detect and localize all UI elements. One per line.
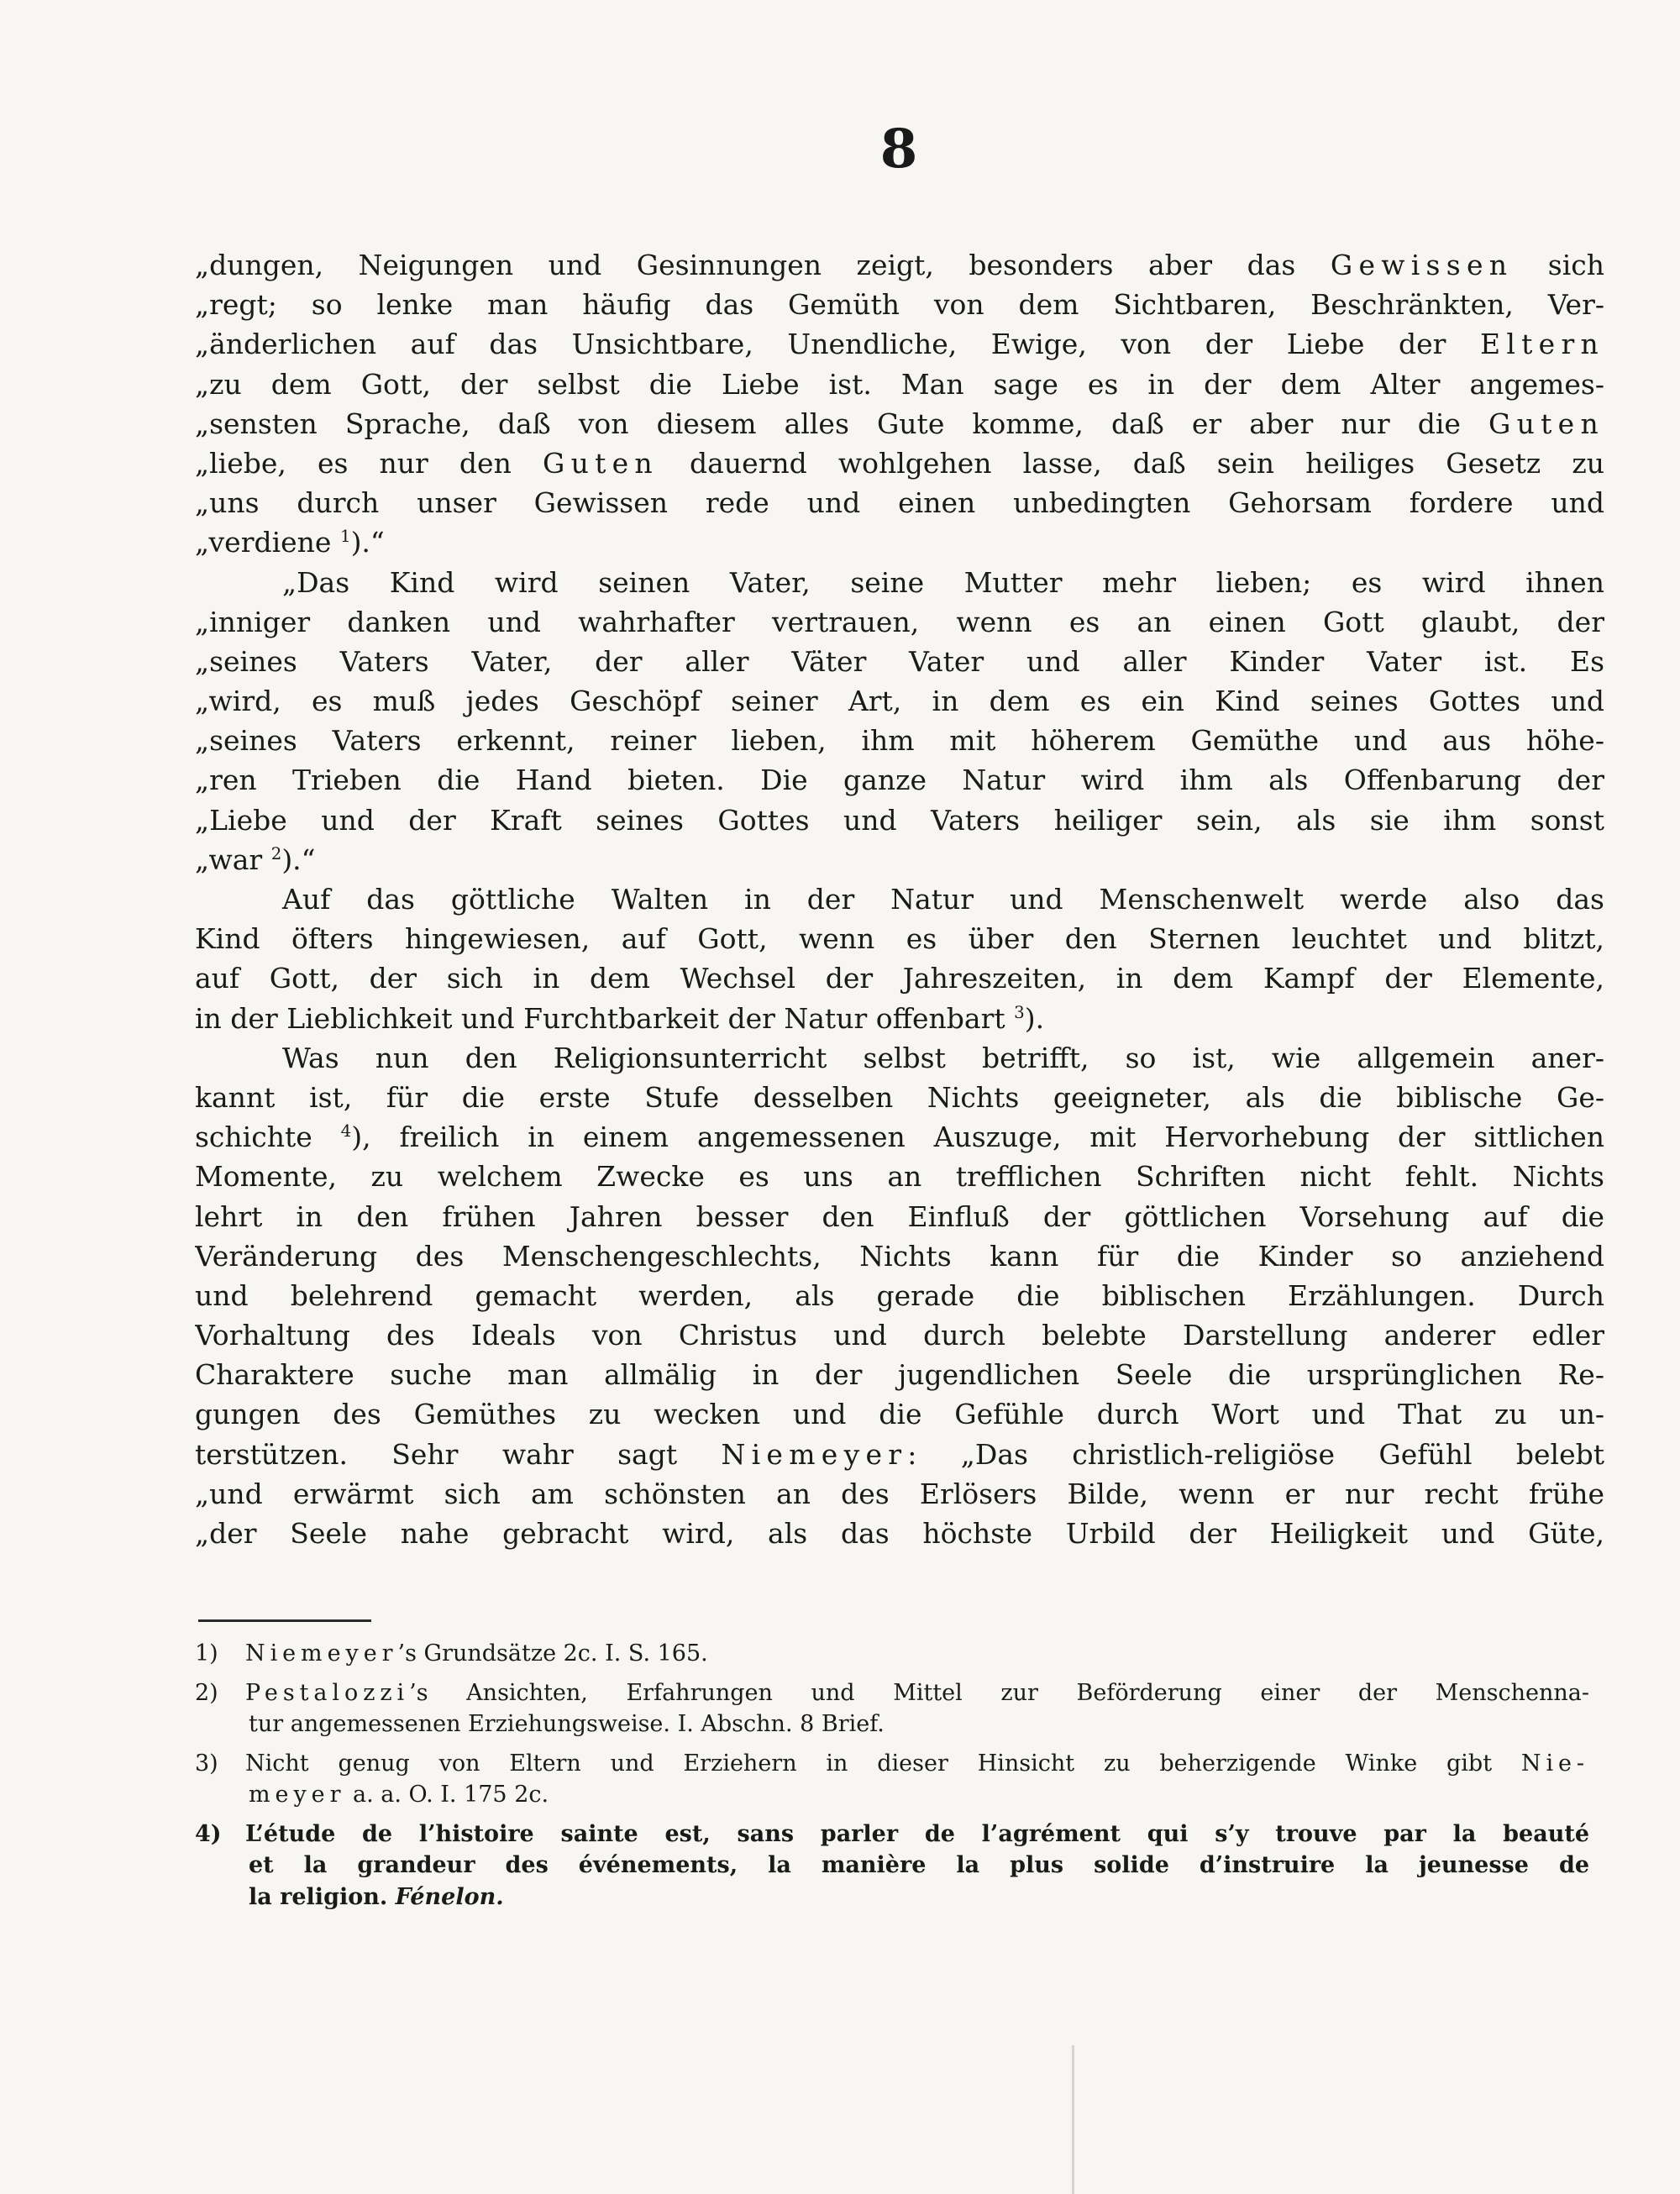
- text-segment: „und erwärmt sich am schönsten an des Erlösers Bilde, wenn er nur recht frühe: [195, 1477, 1604, 1510]
- footnote-text: Nicht genug von Eltern und Erziehern in dieser Hinsicht zu beherzigende Winke gibt: [245, 1750, 1493, 1777]
- text-line: [195, 999, 1604, 1038]
- text-line: [195, 285, 1604, 324]
- text-segment: „war: [195, 842, 263, 876]
- text-segment: „sensten Sprache, daß von diesem alles Gute komme, daß er aber nur die Guten: [195, 407, 1604, 440]
- text-segment: „ren Trieben die Hand bieten. Die ganze Natur wird ihm als Offenbarung der: [195, 764, 1604, 797]
- text-line: [195, 1236, 1604, 1276]
- text-segment: „wird, es muß jedes Geschöpf seiner Art, in dem es ein Kind seines Gottes und: [195, 685, 1604, 718]
- author-name: Pestalozzi: [245, 1679, 410, 1706]
- text-segment: Veränderung des Menschengeschlechts, Nichts kann für die Kinder so anziehend: [195, 1239, 1604, 1273]
- text-line: [195, 840, 1604, 879]
- text-line: [195, 444, 1604, 483]
- text-segment: ), freilich in einem angemessenen Auszuge, mit Hervorhebung der sittlichen: [351, 1121, 1604, 1154]
- text-segment: „seines Vaters erkennt, reiner lieben, ihm mit höherem Gemüthe und aus höhe-: [195, 724, 1604, 758]
- footnote-3: [195, 1748, 1589, 1780]
- author-name: Niemeyer: [721, 1437, 908, 1471]
- text-segment: „Liebe und der Kraft seines Gottes und Vaters heiliger sein, als sie ihm sonst: [195, 803, 1604, 837]
- text-line: [195, 1157, 1604, 1196]
- text-line: [195, 681, 1604, 721]
- footnote-text: L’étude de l’histoire sainte est, sans parler de l’agrément qui s’y trouve par la beauté: [245, 1820, 1589, 1847]
- footnote-number: 4): [195, 1820, 222, 1847]
- footnote-text: a. a. O. I. 175 2c.: [345, 1782, 549, 1808]
- text-segment: kannt ist, für die erste Stufe desselben Nichts geeigneter, als die biblische Ge-: [195, 1080, 1604, 1114]
- text-segment: gungen des Gemüthes zu wecken und die Gefühle durch Wort und That zu un-: [195, 1398, 1604, 1431]
- emphasized-word: Eltern: [1479, 328, 1604, 361]
- text-line: [195, 1355, 1604, 1394]
- text-line: [195, 245, 1604, 285]
- text-line: [195, 760, 1604, 800]
- text-line: [195, 1514, 1604, 1553]
- text-segment: schichte: [195, 1121, 312, 1154]
- text-segment: ).“: [350, 526, 385, 559]
- footnote-text: ’s Ansichten, Erfahrungen und Mittel zur Beförderung einer der Menschenna-: [409, 1679, 1589, 1706]
- text-segment: „dungen, Neigungen und Gesinnungen zeigt, besonders aber das Gewissen sich: [195, 249, 1604, 281]
- text-line: [195, 1197, 1604, 1236]
- text-segment: lehrt in den frühen Jahren besser den Einfluß der göttlichen Vorsehung auf die: [195, 1199, 1604, 1233]
- text-line: [195, 602, 1604, 642]
- text-segment: „der Seele nahe gebracht wird, als das höchste Urbild der Heiligkeit und Güte,: [195, 1517, 1604, 1550]
- text-line: [195, 1078, 1604, 1117]
- footnote-number: 2): [195, 1679, 218, 1706]
- text-segment: Vorhaltung des Ideals von Christus und durch belebte Darstellung anderer edler: [195, 1319, 1604, 1352]
- emphasized-word: Guten: [542, 446, 659, 480]
- text-segment: „seines Vaters Vater, der aller Väter Vater und aller Kinder Vater ist. Es: [195, 644, 1604, 678]
- text-segment: terstützen. Sehr wahr sagt: [195, 1437, 678, 1471]
- page-crease: [1072, 2045, 1074, 2194]
- footnote-text: ’s Grundsätze 2c. I. S. 165.: [397, 1640, 708, 1666]
- author-name: Niemeyer: [245, 1640, 398, 1666]
- footnote-2-continued: [195, 1708, 1589, 1740]
- text-line: [195, 1276, 1604, 1315]
- text-line: [195, 404, 1604, 444]
- footnote-ref: 2: [270, 843, 282, 863]
- footnote-3-continued: [195, 1779, 1589, 1811]
- footnote-text: la religion.: [249, 1883, 388, 1910]
- footnote-rule: [198, 1619, 371, 1622]
- text-line: [195, 1038, 1604, 1078]
- text-segment: Auf das göttliche Walten in der Natur und Menschenwelt werde also das: [282, 883, 1604, 916]
- text-segment: „regt; so lenke man häufig das Gemüth von dem Sichtbaren, Beschränkten, Ver-: [195, 288, 1604, 322]
- text-line: [195, 642, 1604, 681]
- text-segment: und belehrend gemacht werden, als gerade die biblischen Erzählungen. Durch: [195, 1278, 1604, 1312]
- text-line: [195, 324, 1604, 364]
- footnote-ref: 4: [340, 1121, 352, 1142]
- footnote-number: 3): [195, 1750, 218, 1777]
- text-segment: „zu dem Gott, der selbst die Liebe ist. Man sage es in der dem Alter angemes-: [195, 367, 1604, 401]
- text-segment: „uns durch unser Gewissen rede und einen unbedingten Gehorsam fordere und: [195, 486, 1604, 520]
- text-line: [195, 563, 1604, 602]
- text-line: [195, 522, 1604, 562]
- text-segment: „inniger danken und wahrhafter vertrauen, wenn es an einen Gott glaubt, der: [195, 605, 1604, 638]
- text-line: [195, 1315, 1604, 1355]
- emphasized-word: Guten: [1488, 407, 1604, 440]
- footnote-text: tur angemessenen Erziehungsweise. I. Abschn. 8 Brief.: [249, 1711, 885, 1737]
- quote-author: Fénelon.: [395, 1883, 504, 1910]
- text-segment: „änderlichen auf das Unsichtbare, Unendliche, Ewige, von der Liebe der Eltern: [195, 328, 1604, 361]
- footnote-1: [195, 1638, 1589, 1670]
- text-segment: auf Gott, der sich in dem Wechsel der Jahreszeiten, in dem Kampf der Elemente,: [195, 962, 1604, 995]
- text-segment: in der Lieblichkeit und Furchtbarkeit der Natur offenbart: [195, 1001, 1005, 1035]
- footnote-ref: 1: [339, 527, 351, 547]
- text-line: [195, 1474, 1604, 1514]
- text-segment: Was nun den Religionsunterricht selbst betrifft, so ist, wie allgemein aner-: [282, 1041, 1604, 1074]
- footnote-number: 1): [195, 1640, 218, 1666]
- text-line: [195, 1394, 1604, 1434]
- page-number: 8: [879, 118, 918, 181]
- text-segment: „verdiene: [195, 526, 332, 559]
- text-line: [195, 879, 1604, 919]
- footnote-2: [195, 1677, 1589, 1709]
- footnote-text: et la grandeur des événements, la manière la plus solide d’instruire la jeunesse de: [249, 1852, 1589, 1878]
- footnotes: [195, 1638, 1589, 1913]
- text-segment: „Das Kind wird seinen Vater, seine Mutter mehr lieben; es wird ihnen: [282, 565, 1604, 599]
- footnote-ref: 3: [1014, 1002, 1025, 1022]
- text-line: [195, 1117, 1604, 1157]
- text-line: [195, 365, 1604, 404]
- text-line: [195, 800, 1604, 840]
- text-segment: : „Das christlich-religiöse Gefühl belebt: [907, 1437, 1604, 1471]
- author-name: meyer: [249, 1782, 346, 1808]
- text-segment: Momente, zu welchem Zwecke es uns an trefflichen Schriften nicht fehlt. Nichts: [195, 1160, 1604, 1194]
- footnote-4-continued: [195, 1882, 1589, 1913]
- text-line: [195, 483, 1604, 522]
- text-segment: Charaktere suche man allmälig in der jugendlichen Seele die ursprünglichen Re-: [195, 1358, 1604, 1392]
- text-line: [195, 919, 1604, 958]
- footnote-4-continued: [195, 1850, 1589, 1882]
- emphasized-word: Gewissen: [1330, 249, 1514, 281]
- text-segment: Kind öfters hingewiesen, auf Gott, wenn es über den Sternen leuchtet und blitzt,: [195, 922, 1604, 956]
- text-segment: „liebe, es nur den Guten dauernd wohlgehen lasse, daß sein heiliges Gesetz zu: [195, 446, 1604, 480]
- text-segment: ).: [1024, 1001, 1045, 1035]
- main-text: [195, 245, 1604, 1553]
- text-line: [195, 721, 1604, 760]
- author-name: Nie-: [1520, 1750, 1589, 1777]
- text-line: [195, 1435, 1604, 1474]
- text-line: [195, 958, 1604, 998]
- text-segment: ).“: [281, 842, 316, 876]
- footnote-4: [195, 1819, 1589, 1850]
